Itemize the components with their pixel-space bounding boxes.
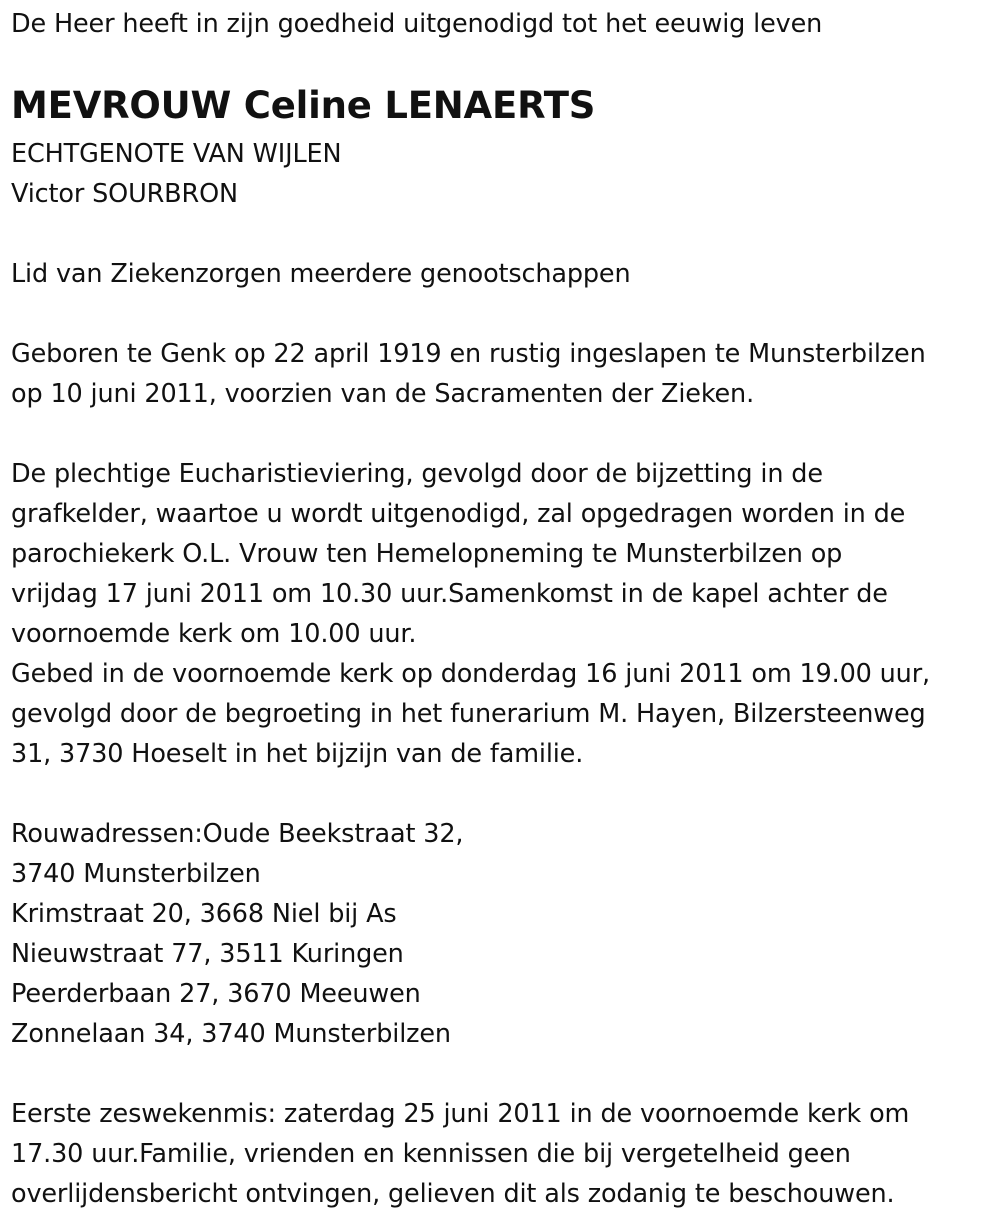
membership-text: Lid van Ziekenzorgen meerdere genootschappen — [11, 259, 631, 289]
deceased-name-heading — [11, 84, 595, 128]
deceased-name: MEVROUW Celine LENAERTS — [11, 84, 596, 127]
membership-paragraph — [11, 254, 630, 294]
spouse-line-1: ECHTGENOTE VAN WIJLEN — [11, 139, 342, 169]
birth-death-line: op 10 juni 2011, voorzien van de Sacramenten der Zieken. — [11, 379, 755, 409]
mass-line: Eerste zeswekenmis: zaterdag 25 juni 2011 in de voornoemde kerk om — [11, 1099, 910, 1129]
address-line: Zonnelaan 34, 3740 Munsterbilzen — [11, 1019, 451, 1049]
service-line: 31, 3730 Hoeselt in het bijzijn van de familie. — [11, 739, 584, 769]
service-line: De plechtige Eucharistieviering, gevolgd door de bijzetting in de — [11, 459, 823, 489]
service-line: grafkelder, waartoe u wordt uitgenodigd, zal opgedragen worden in de — [11, 499, 906, 529]
service-line: voornoemde kerk om 10.00 uur. — [11, 619, 417, 649]
mourning-addresses — [11, 814, 463, 1054]
birth-death-paragraph — [11, 334, 926, 414]
service-line: vrijdag 17 juni 2011 om 10.30 uur.Samenkomst in de kapel achter de — [11, 579, 888, 609]
address-line: Krimstraat 20, 3668 Niel bij As — [11, 899, 397, 929]
spouse-paragraph — [11, 134, 341, 214]
spouse-line-2: Victor SOURBRON — [11, 179, 238, 209]
birth-death-line: Geboren te Genk op 22 april 1919 en rustig ingeslapen te Munsterbilzen — [11, 339, 926, 369]
address-line: Peerderbaan 27, 3670 Meeuwen — [11, 979, 421, 1009]
address-line: Nieuwstraat 77, 3511 Kuringen — [11, 939, 404, 969]
address-line: 3740 Munsterbilzen — [11, 859, 261, 889]
mass-line: overlijdensbericht ontvingen, gelieven dit als zodanig te beschouwen. — [11, 1179, 895, 1209]
service-line: gevolgd door de begroeting in het funerarium M. Hayen, Bilzersteenweg — [11, 699, 926, 729]
intro-paragraph — [11, 4, 822, 44]
service-line: parochiekerk O.L. Vrouw ten Hemelopneming te Munsterbilzen op — [11, 539, 843, 569]
service-paragraph — [11, 454, 930, 774]
memorial-mass-paragraph — [11, 1094, 909, 1214]
mass-line: 17.30 uur.Familie, vrienden en kennissen die bij vergetelheid geen — [11, 1139, 851, 1169]
intro-text: De Heer heeft in zijn goedheid uitgenodigd tot het eeuwig leven — [11, 9, 823, 39]
service-line: Gebed in de voornoemde kerk op donderdag 16 juni 2011 om 19.00 uur, — [11, 659, 930, 689]
address-line: Rouwadressen:Oude Beekstraat 32, — [11, 819, 464, 849]
